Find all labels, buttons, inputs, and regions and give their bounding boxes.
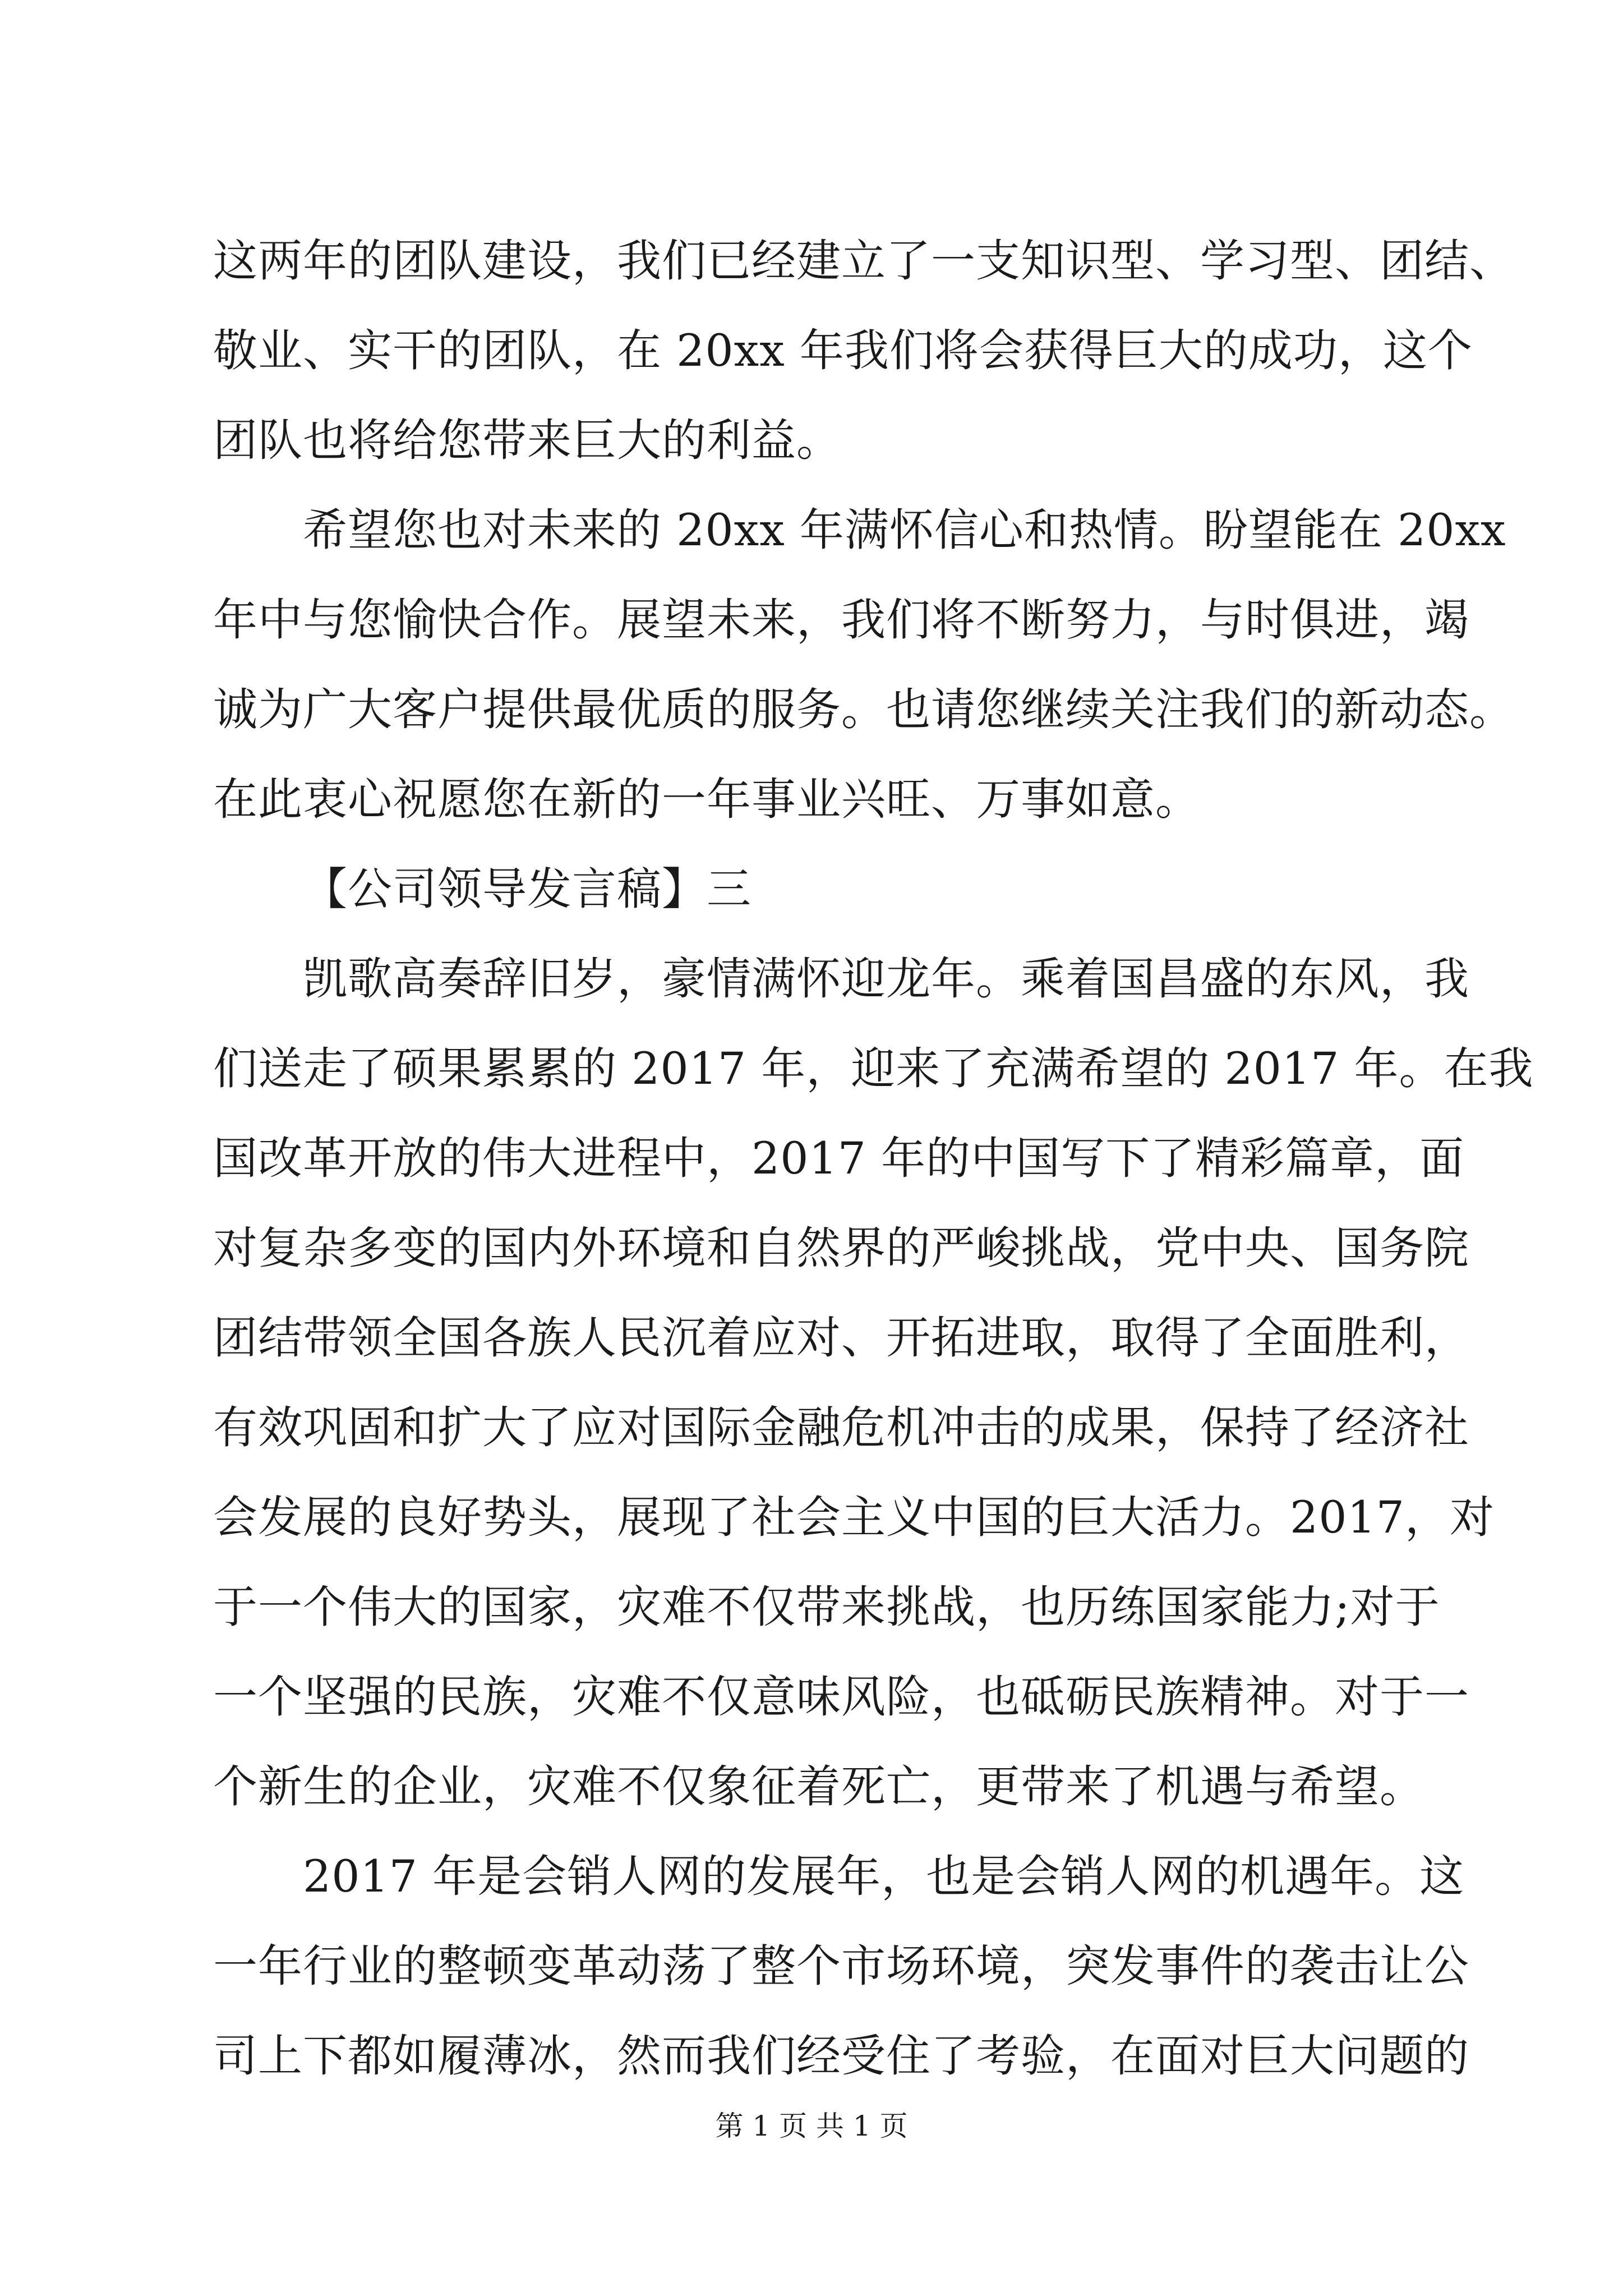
text-line: 敬业、实干的团队，在 20xx 年我们将会获得巨大的成功，这个 — [213, 325, 1473, 376]
text-line: 这两年的团队建设，我们已经建立了一支知识型、学习型、团结、 — [213, 235, 1514, 287]
text-line: 会发展的良好势头，展现了社会主义中国的巨大活力。2017，对 — [213, 1492, 1495, 1543]
page-footer — [0, 2106, 1623, 2146]
text-line: 国改革开放的伟大进程中，2017 年的中国写下了精彩篇章，面 — [213, 1133, 1465, 1184]
text-line: 个新生的企业，灾难不仅象征着死亡，更带来了机遇与希望。 — [213, 1761, 1424, 1812]
text-line: 们送走了硕果累累的 2017 年，迎来了充满希望的 2017 年。在我 — [213, 1043, 1534, 1094]
paragraph-first-line: 希望您也对未来的 20xx 年满怀信心和热情。盼望能在 20xx — [303, 504, 1506, 556]
text-line: 于一个伟大的国家，灾难不仅带来挑战，也历练国家能力;对于 — [213, 1581, 1440, 1633]
text-line: 一个坚强的民族，灾难不仅意味风险，也砥砺民族精神。对于一 — [213, 1671, 1469, 1723]
text-line: 有效巩固和扩大了应对国际金融危机冲击的成果，保持了经济社 — [213, 1402, 1469, 1453]
paragraph-first-line: 凯歌高奏辞旧岁，豪情满怀迎龙年。乘着国昌盛的东风，我 — [303, 953, 1469, 1005]
section-heading: 【公司领导发言稿】三 — [303, 863, 751, 915]
text-line: 诚为广大客户提供最优质的服务。也请您继续关注我们的新动态。 — [213, 684, 1514, 735]
text-line: 司上下都如履薄冰，然而我们经受住了考验，在面对巨大问题的 — [213, 2030, 1469, 2082]
text-line: 对复杂多变的国内外环境和自然界的严峻挑战，党中央、国务院 — [213, 1222, 1469, 1274]
text-line: 团队也将给您带来巨大的利益。 — [213, 415, 841, 466]
paragraph-first-line: 2017 年是会销人网的发展年，也是会销人网的机遇年。这 — [303, 1851, 1465, 1902]
text-line: 在此衷心祝愿您在新的一年事业兴旺、万事如意。 — [213, 774, 1200, 825]
text-line: 一年行业的整顿变革动荡了整个市场环境，突发事件的袭击让公 — [213, 1940, 1469, 1992]
text-line: 团结带领全国各族人民沉着应对、开拓进取，取得了全面胜利， — [213, 1312, 1469, 1364]
text-line: 年中与您愉快合作。展望未来，我们将不断努力，与时俱进，竭 — [213, 594, 1469, 646]
page-number: 第 1 页 共 1 页 — [715, 2110, 908, 2142]
